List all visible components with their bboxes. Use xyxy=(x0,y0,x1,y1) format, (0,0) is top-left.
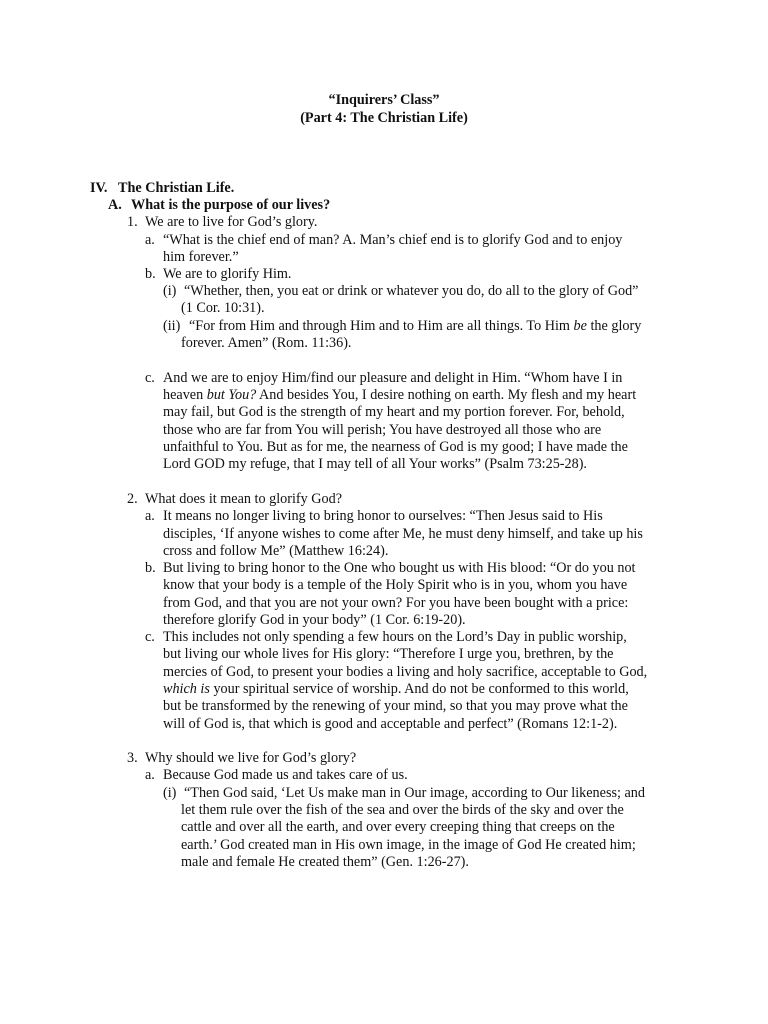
item-1b-i-label: (i) xyxy=(163,283,177,299)
item-1b-ii-line: forever. Amen” (Rom. 11:36). xyxy=(181,335,352,351)
item-1c-line: And we are to enjoy Him/find our pleasure and delight in Him. “Whom have I in xyxy=(163,370,623,386)
item-3a-text: Because God made us and takes care of us. xyxy=(163,767,408,783)
item-1c-label: c. xyxy=(145,370,155,386)
item-2b-line: therefore glorify God in your body” (1 Cor. 6:19-20). xyxy=(163,612,466,628)
item-2c-line: will of God is, that which is good and acceptable and perfect” (Romans 12:1-2). xyxy=(163,716,618,732)
item-2c-line: but living our whole lives for His glory: “Therefore I urge you, brethren, by the xyxy=(163,646,614,662)
item-1a-line: “What is the chief end of man? A. Man’s chief end is to glorify God and to enjoy xyxy=(163,232,623,248)
item-2b-label: b. xyxy=(145,560,156,576)
item-2c-label: c. xyxy=(145,629,155,645)
item-2a-line: disciples, ‘If anyone wishes to come after Me, he must deny himself, and take up his xyxy=(163,526,643,542)
item-3a-i-line: male and female He created them” (Gen. 1:26-27). xyxy=(181,854,469,870)
item-2-text: What does it mean to glorify God? xyxy=(145,491,342,507)
item-2b-line: from God, and that you are not your own? For you have been bought with a price: xyxy=(163,595,629,611)
item-3a-i-label: (i) xyxy=(163,785,177,801)
item-1b-i-line: “Whether, then, you eat or drink or whatever you do, do all to the glory of God” xyxy=(184,283,639,299)
item-1c-line: heaven but You? And besides You, I desire nothing on earth. My flesh and my heart xyxy=(163,387,637,403)
item-2a-line: cross and follow Me” (Matthew 16:24). xyxy=(163,543,389,559)
item-2b-line: But living to bring honor to the One who bought us with His blood: “Or do you not xyxy=(163,560,636,576)
item-1-number: 1. xyxy=(127,214,138,230)
item-2c-line: but be transformed by the renewing of your mind, so that you may prove what the xyxy=(163,698,628,714)
section-number: IV. xyxy=(90,180,108,196)
item-1c-line: those who are far from You will perish; You have destroyed all those who are xyxy=(163,422,602,438)
item-3a-i-line: earth.’ God created man in His own image, in the image of God He created him; xyxy=(181,837,636,853)
item-2c-line: This includes not only spending a few hours on the Lord’s Day in public worship, xyxy=(163,629,627,645)
item-2a-line: It means no longer living to bring honor to ourselves: “Then Jesus said to His xyxy=(163,508,603,524)
item-2b-line: know that your body is a temple of the Holy Spirit who is in you, whom you have xyxy=(163,577,628,593)
item-3a-label: a. xyxy=(145,767,155,783)
subsection-a-label: A. xyxy=(108,197,122,213)
item-3-text: Why should we live for God’s glory? xyxy=(145,750,357,766)
subsection-a-title: What is the purpose of our lives? xyxy=(131,197,331,213)
item-1-text: We are to live for God’s glory. xyxy=(145,214,318,230)
item-1b-label: b. xyxy=(145,266,156,282)
item-1b-ii-line: “For from Him and through Him and to Him are all things. To Him be the glory xyxy=(189,318,642,334)
item-2c-line: which is your spiritual service of worship. And do not be conformed to this world, xyxy=(163,681,629,697)
item-1c-line: Lord GOD my refuge, that I may tell of all Your works” (Psalm 73:25-28). xyxy=(163,456,587,472)
document-title: “Inquirers’ Class” xyxy=(328,92,440,108)
document-subtitle: (Part 4: The Christian Life) xyxy=(300,110,468,126)
item-1c-line: unfaithful to You. But as for me, the nearness of God is my good; I have made the xyxy=(163,439,628,455)
item-1b-ii-label: (ii) xyxy=(163,318,181,334)
item-2a-label: a. xyxy=(145,508,155,524)
item-1b-i-line: (1 Cor. 10:31). xyxy=(181,300,265,316)
item-3a-i-line: “Then God said, ‘Let Us make man in Our image, according to Our likeness; and xyxy=(184,785,645,801)
item-3-number: 3. xyxy=(127,750,138,766)
item-1c-line: may fail, but God is the strength of my heart and my portion forever. For, behold, xyxy=(163,404,625,420)
item-1a-label: a. xyxy=(145,232,155,248)
item-2c-line: mercies of God, to present your bodies a living and holy sacrifice, acceptable to God, xyxy=(163,664,648,680)
item-3a-i-line: let them rule over the fish of the sea and over the birds of the sky and over the xyxy=(181,802,624,818)
item-1b-text: We are to glorify Him. xyxy=(163,266,292,282)
item-3a-i-line: cattle and over all the earth, and over every creeping thing that creeps on the xyxy=(181,819,615,835)
item-2-number: 2. xyxy=(127,491,138,507)
item-1a-line: him forever.” xyxy=(163,249,239,265)
section-title: The Christian Life. xyxy=(118,180,235,196)
